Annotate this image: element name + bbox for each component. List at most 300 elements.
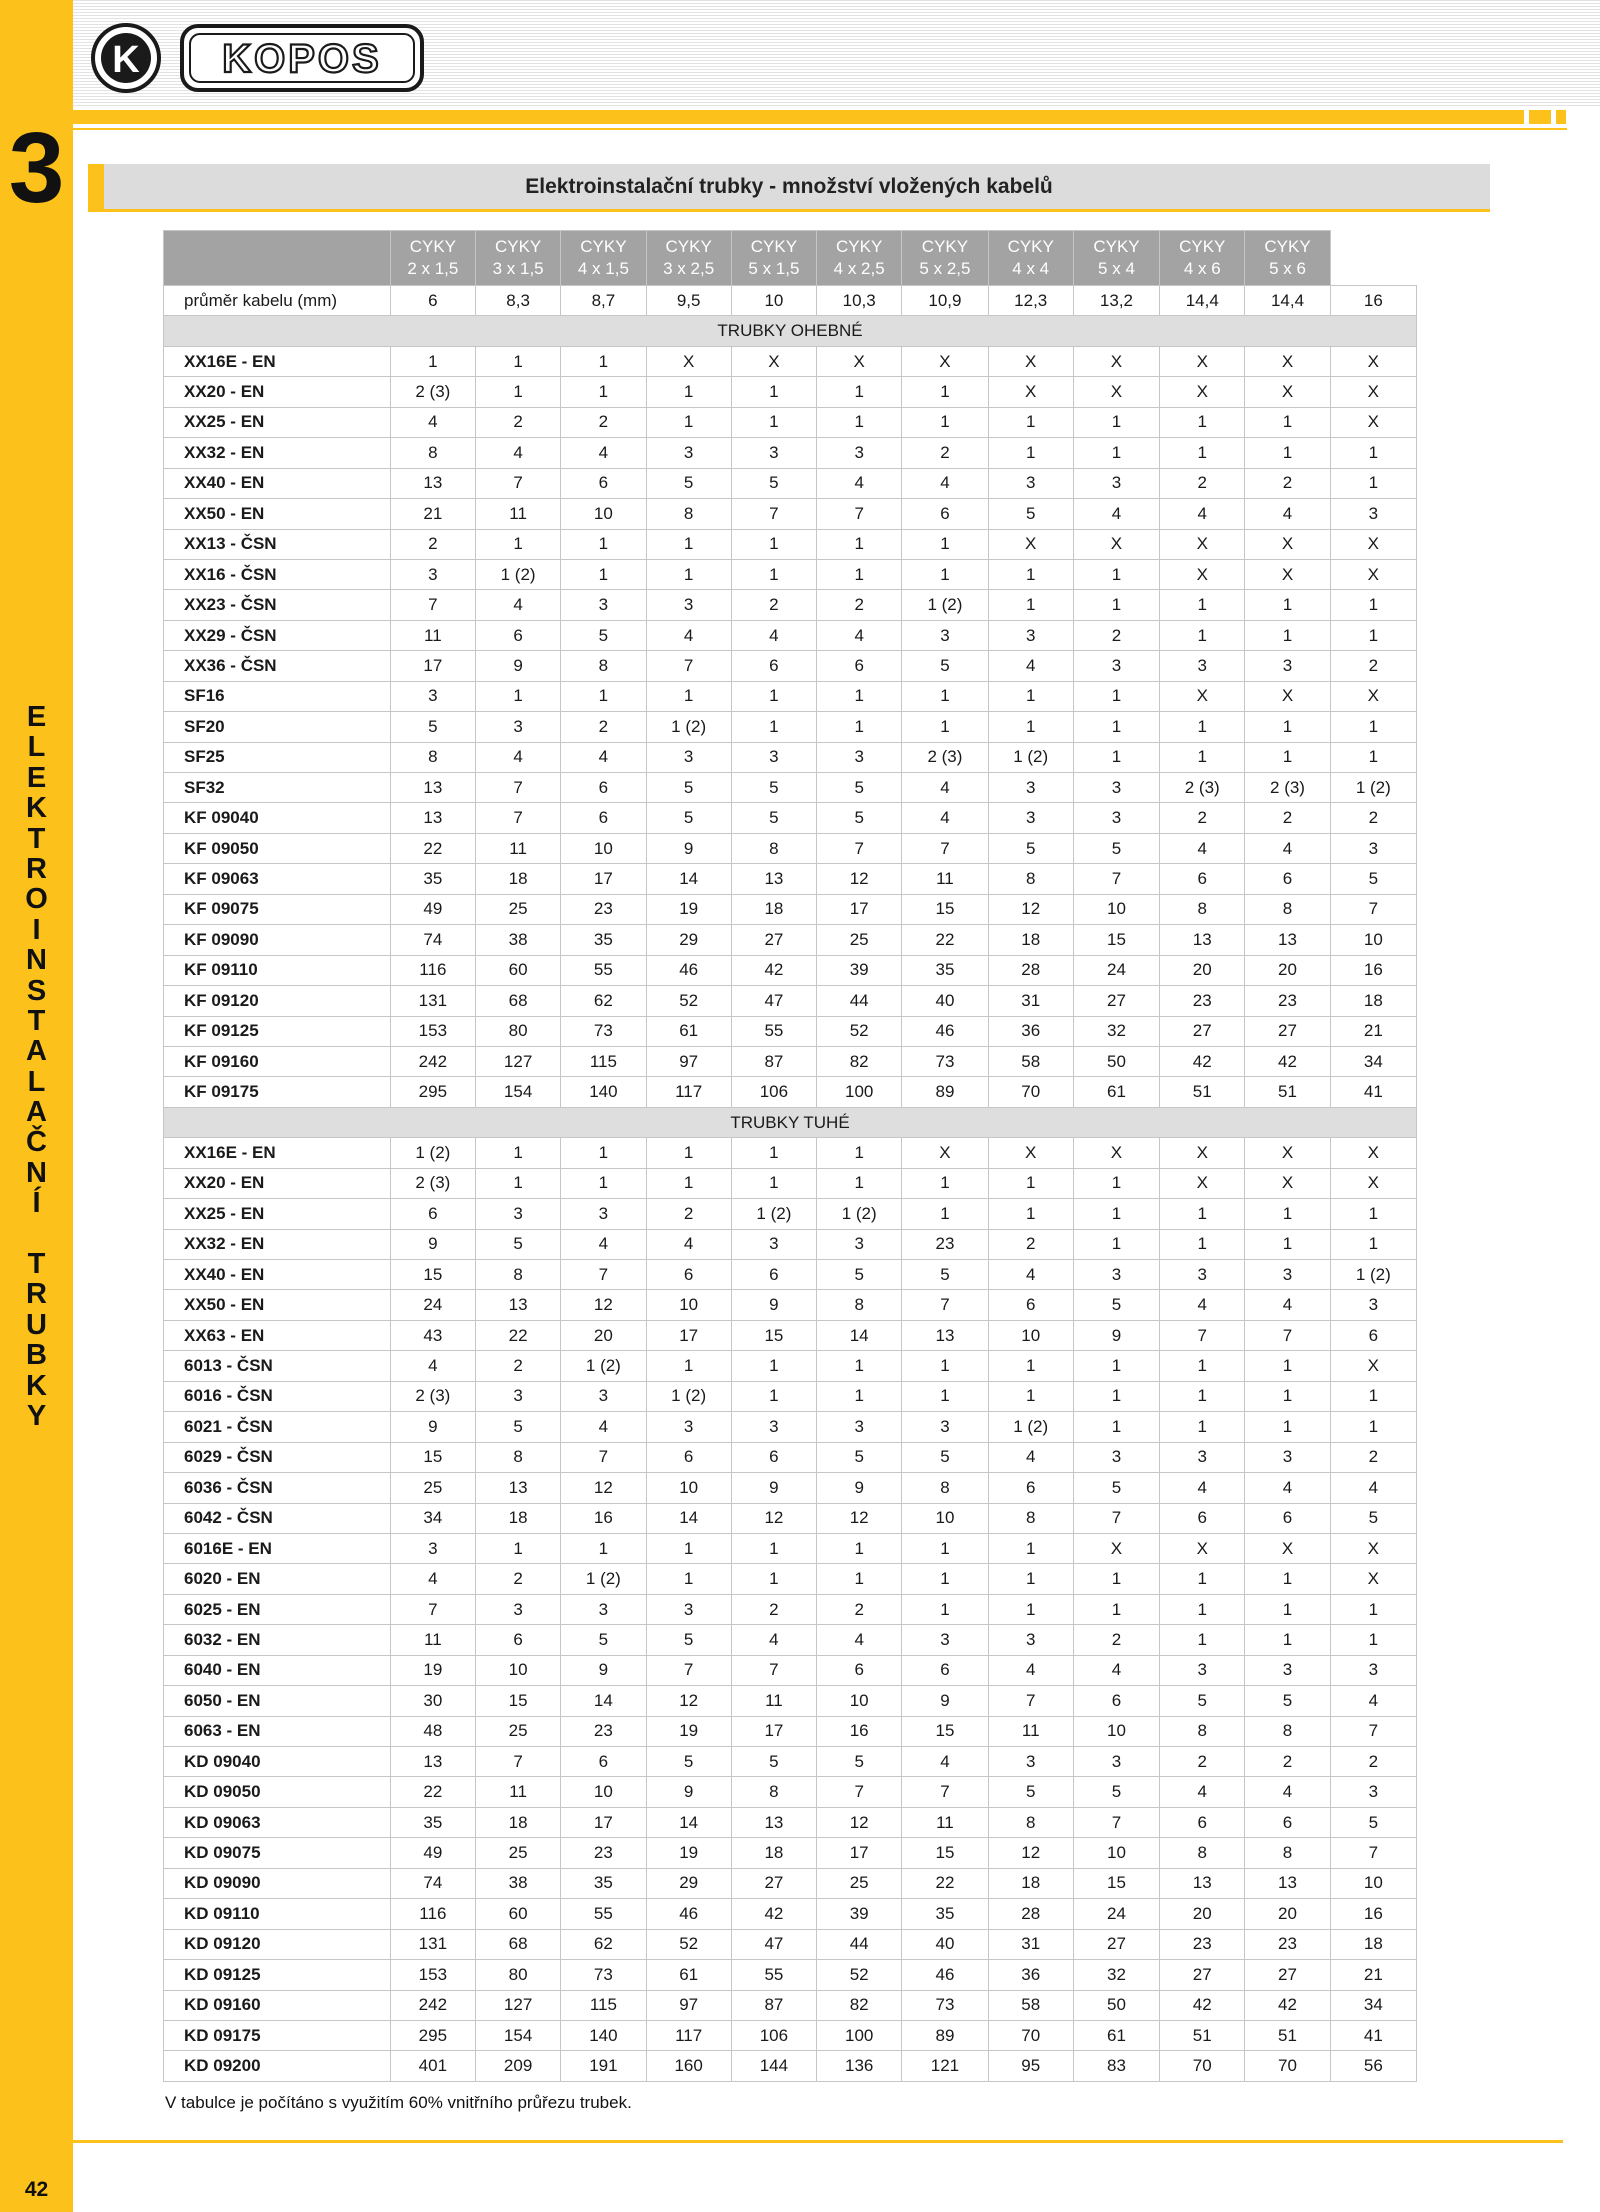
table-cell: 1 (1160, 1229, 1245, 1259)
table-cell: 7 (1073, 1503, 1159, 1533)
table-cell: 25 (475, 1838, 560, 1868)
column-header (1160, 231, 1245, 286)
table-cell: 153 (390, 1960, 475, 1990)
table-row (164, 620, 1417, 650)
table-cell: 62 (561, 1929, 646, 1959)
table-cell: 1 (988, 590, 1073, 620)
vertical-title-letter: A (26, 1096, 47, 1129)
table-cell: 1 (817, 529, 902, 559)
table-cell: 1 (817, 1381, 902, 1411)
table-cell: X (1330, 1564, 1416, 1594)
table-cell: 4 (561, 1229, 646, 1259)
row-label: KD 09120 (164, 1929, 391, 1959)
table-row (164, 1868, 1417, 1898)
column-header-size: 5 x 6 (1269, 259, 1306, 278)
section-header-row (164, 1107, 1417, 1137)
table-cell: 6 (1245, 864, 1330, 894)
table-cell: 2 (1330, 1442, 1416, 1472)
table-cell: 4 (731, 1625, 816, 1655)
table-row (164, 1016, 1417, 1046)
table-cell: 8,3 (475, 286, 560, 316)
row-label: 6063 - EN (164, 1716, 391, 1746)
table-cell: 1 (1330, 712, 1416, 742)
table-cell: 13 (390, 803, 475, 833)
table-cell: 42 (731, 1899, 816, 1929)
vertical-title-letter: Í (32, 1187, 41, 1220)
table-cell: 7 (1073, 1807, 1159, 1837)
table-cell: 42 (1245, 1046, 1330, 1076)
table-cell: 73 (902, 1046, 988, 1076)
table-cell: 140 (561, 2020, 646, 2050)
table-cell: 6 (731, 1442, 816, 1472)
table-cell: 9,5 (646, 286, 731, 316)
table-cell: 1 (731, 1138, 816, 1168)
table-cell: 27 (731, 925, 816, 955)
table-cell: 23 (902, 1229, 988, 1259)
table-cell: 8 (1245, 1716, 1330, 1746)
table-cell: 52 (646, 986, 731, 1016)
table-cell: 39 (817, 955, 902, 985)
table-cell: 5 (475, 1412, 560, 1442)
table-cell: 3 (1160, 1442, 1245, 1472)
table-cell: 100 (817, 2020, 902, 2050)
table-cell: 153 (390, 1016, 475, 1046)
table-cell: 5 (646, 773, 731, 803)
table-cell: 4 (1245, 1290, 1330, 1320)
table-row (164, 773, 1417, 803)
table-cell: 19 (390, 1655, 475, 1685)
table-cell: 58 (988, 1046, 1073, 1076)
table-cell: 8 (731, 833, 816, 863)
column-header-size: 4 x 6 (1183, 259, 1221, 278)
table-cell: 3 (1160, 1655, 1245, 1685)
table-cell: 17 (731, 1716, 816, 1746)
table-cell: 4 (390, 1351, 475, 1381)
table-cell: 27 (1160, 1960, 1245, 1990)
table-cell: 20 (1245, 955, 1330, 985)
table-cell: 23 (1245, 986, 1330, 1016)
table-cell: 3 (646, 1594, 731, 1624)
table-cell: 3 (1245, 651, 1330, 681)
table-cell: 1 (646, 1168, 731, 1198)
table-cell: 127 (475, 1046, 560, 1076)
table-cell: 7 (1330, 894, 1416, 924)
vertical-title-letter: T (27, 1004, 46, 1037)
table-cell: 5 (902, 1260, 988, 1290)
table-cell: 1 (561, 377, 646, 407)
row-label: KD 09110 (164, 1899, 391, 1929)
table-cell: 3 (390, 559, 475, 589)
table-cell: 1 (1073, 1229, 1159, 1259)
table-cell: 3 (731, 1229, 816, 1259)
table-cell: 127 (475, 1990, 560, 2020)
table-cell: 3 (817, 1412, 902, 1442)
table-cell: 13 (390, 1747, 475, 1777)
table-cell: 3 (390, 1533, 475, 1563)
table-row (164, 1899, 1417, 1929)
table-cell: 23 (561, 1838, 646, 1868)
column-header (561, 231, 646, 286)
table-cell: 2 (817, 590, 902, 620)
table-cell: 19 (646, 894, 731, 924)
table-cell: 73 (561, 1960, 646, 1990)
column-header-size: 4 x 1,5 (577, 259, 629, 278)
table-cell: 25 (390, 1473, 475, 1503)
table-cell: 28 (988, 955, 1073, 985)
table-cell: 1 (1245, 1381, 1330, 1411)
table-cell: 1 (1160, 1594, 1245, 1624)
column-header-type: CYKY (921, 237, 969, 256)
table-row (164, 1351, 1417, 1381)
brand-logo (90, 20, 430, 101)
table-cell: 13,2 (1073, 286, 1159, 316)
table-cell: 4 (817, 620, 902, 650)
column-header (1073, 231, 1159, 286)
table-cell: X (1073, 529, 1159, 559)
table-cell: 10 (1073, 1838, 1159, 1868)
table-cell: 116 (390, 1899, 475, 1929)
table-cell: 13 (1245, 1868, 1330, 1898)
table-cell: 13 (731, 864, 816, 894)
table-cell: 21 (1330, 1960, 1416, 1990)
table-cell: 4 (475, 742, 560, 772)
vertical-title-letter: R (26, 852, 47, 885)
table-cell: 4 (646, 620, 731, 650)
table-cell: 5 (646, 468, 731, 498)
table-cell: 7 (561, 1260, 646, 1290)
table-cell: 1 (475, 529, 560, 559)
table-cell: 1 (1073, 712, 1159, 742)
table-cell: 5 (731, 773, 816, 803)
table-cell: 5 (1160, 1686, 1245, 1716)
table-cell: 1 (902, 1533, 988, 1563)
table-cell: 10 (561, 1777, 646, 1807)
table-cell: 1 (731, 407, 816, 437)
table-cell: 27 (1073, 986, 1159, 1016)
table-cell: 9 (902, 1686, 988, 1716)
table-row (164, 1564, 1417, 1594)
row-label: XX20 - EN (164, 1168, 391, 1198)
table-cell: 13 (731, 1807, 816, 1837)
column-header-type: CYKY (409, 237, 456, 256)
table-cell: 2 (475, 407, 560, 437)
table-cell: 29 (646, 925, 731, 955)
table-cell: 1 (902, 559, 988, 589)
table-cell: 61 (1073, 1077, 1159, 1107)
table-cell: 1 (988, 712, 1073, 742)
table-cell: 73 (902, 1990, 988, 2020)
row-label: 6029 - ČSN (164, 1442, 391, 1472)
table-cell: 35 (390, 1807, 475, 1837)
table-cell: 70 (988, 2020, 1073, 2050)
table-cell: 3 (988, 773, 1073, 803)
table-cell: 10 (1073, 1716, 1159, 1746)
table-cell: 60 (475, 1899, 560, 1929)
table-cell: 3 (561, 1381, 646, 1411)
table-cell: 4 (1245, 1777, 1330, 1807)
table-cell: 3 (1330, 833, 1416, 863)
table-cell: 1 (988, 407, 1073, 437)
table-cell: 15 (731, 1320, 816, 1350)
table-cell: 1 (1245, 1594, 1330, 1624)
table-cell: 5 (390, 712, 475, 742)
chapter-number: 3 (8, 112, 65, 224)
vertical-title-letter (0, 1219, 73, 1249)
table-cell: 1 (1245, 1625, 1330, 1655)
table-cell: X (1330, 346, 1416, 376)
table-cell: 1 (988, 559, 1073, 589)
table-cell: 9 (475, 651, 560, 681)
table-cell: 4 (475, 438, 560, 468)
table-cell: 3 (731, 742, 816, 772)
table-cell: 7 (561, 1442, 646, 1472)
vertical-title-letter: K (26, 1369, 47, 1402)
table-cell: X (1245, 529, 1330, 559)
table-cell: X (1160, 529, 1245, 559)
table-cell: 55 (731, 1016, 816, 1046)
table-cell: 18 (475, 864, 560, 894)
table-cell: 52 (817, 1960, 902, 1990)
table-cell: 1 (390, 346, 475, 376)
table-cell: 1 (1160, 1199, 1245, 1229)
table-cell: 5 (1245, 1686, 1330, 1716)
table-cell: 6 (1073, 1686, 1159, 1716)
table-cell: 1 (646, 529, 731, 559)
table-row (164, 925, 1417, 955)
table-cell: 15 (475, 1686, 560, 1716)
table-cell: 1 (1245, 1199, 1330, 1229)
table-cell: 1 (646, 377, 731, 407)
table-cell: 2 (1160, 468, 1245, 498)
table-cell: 1 (2) (988, 742, 1073, 772)
table-cell: 1 (1073, 1168, 1159, 1198)
table-cell: 1 (475, 1168, 560, 1198)
table-cell: 3 (1245, 1442, 1330, 1472)
table-cell: 15 (1073, 925, 1159, 955)
table-cell: 1 (988, 1533, 1073, 1563)
table-cell: 117 (646, 1077, 731, 1107)
table-cell: 31 (988, 1929, 1073, 1959)
table-cell: 1 (1245, 590, 1330, 620)
table-cell: X (1073, 1533, 1159, 1563)
table-cell: 13 (1245, 925, 1330, 955)
table-cell: 1 (1160, 1625, 1245, 1655)
table-cell: 401 (390, 2051, 475, 2081)
table-cell: 1 (902, 1168, 988, 1198)
table-cell: 2 (3) (390, 1381, 475, 1411)
table-cell: 41 (1330, 2020, 1416, 2050)
table-cell: X (1330, 377, 1416, 407)
row-label: 6036 - ČSN (164, 1473, 391, 1503)
table-cell: 46 (902, 1960, 988, 1990)
table-cell: 11 (475, 499, 560, 529)
table-cell: 3 (988, 620, 1073, 650)
column-header-size: 3 x 1,5 (492, 259, 544, 278)
column-header-size: 2 x 1,5 (407, 259, 459, 278)
column-header-type: CYKY (494, 237, 542, 256)
table-cell: 36 (988, 1016, 1073, 1046)
table-cell: 5 (646, 1625, 731, 1655)
table-cell: 12,3 (988, 286, 1073, 316)
table-cell: 2 (475, 1564, 560, 1594)
table-row (164, 1747, 1417, 1777)
table-cell: 1 (902, 1351, 988, 1381)
table-cell: X (1160, 681, 1245, 711)
table-cell: 5 (902, 651, 988, 681)
row-label: KF 09063 (164, 864, 391, 894)
table-cell: 1 (2) (817, 1199, 902, 1229)
table-cell: 6 (1160, 1503, 1245, 1533)
table-cell: 115 (561, 1990, 646, 2020)
row-label: XX20 - EN (164, 377, 391, 407)
row-label: KD 09125 (164, 1960, 391, 1990)
table-cell: 70 (1160, 2051, 1245, 2081)
table-cell: 3 (561, 1199, 646, 1229)
vertical-title-letter: L (27, 731, 46, 764)
table-cell: 5 (646, 1747, 731, 1777)
table-cell: 42 (731, 955, 816, 985)
table-cell: 13 (902, 1320, 988, 1350)
table-cell: 1 (1330, 1381, 1416, 1411)
table-cell: 27 (1073, 1929, 1159, 1959)
table-cell: 41 (1330, 1077, 1416, 1107)
vertical-title-letter: B (26, 1339, 47, 1372)
table-row (164, 499, 1417, 529)
table-cell: 1 (646, 1138, 731, 1168)
table-cell: 23 (561, 894, 646, 924)
table-cell: 2 (817, 1594, 902, 1624)
table-cell: 15 (902, 1838, 988, 1868)
table-cell: X (1245, 1168, 1330, 1198)
table-cell: 1 (475, 1533, 560, 1563)
table-cell: 6 (475, 620, 560, 650)
column-header-type: CYKY (1264, 237, 1311, 256)
table-cell: 68 (475, 986, 560, 1016)
table-cell: 32 (1073, 1016, 1159, 1046)
table-cell: 18 (475, 1807, 560, 1837)
table-cell: 1 (1073, 1564, 1159, 1594)
table-cell: 9 (646, 1777, 731, 1807)
table-cell: 13 (390, 468, 475, 498)
table-cell: 5 (817, 1747, 902, 1777)
table-cell: 4 (561, 1412, 646, 1442)
table-cell: 1 (1330, 620, 1416, 650)
table-row (164, 955, 1417, 985)
table-cell: 4 (1245, 833, 1330, 863)
table-cell: 8 (1245, 894, 1330, 924)
table-cell: 10 (817, 1686, 902, 1716)
table-cell: X (1073, 1138, 1159, 1168)
table-cell: 1 (1245, 438, 1330, 468)
table-cell: 1 (902, 1564, 988, 1594)
table-cell: 27 (1245, 1960, 1330, 1990)
table-cell: 24 (1073, 955, 1159, 985)
table-cell: 6 (902, 499, 988, 529)
table-row (164, 681, 1417, 711)
table-cell: 12 (561, 1290, 646, 1320)
table-cell: 1 (1073, 559, 1159, 589)
page-number: 42 (24, 2178, 49, 2201)
table-cell: 5 (817, 1260, 902, 1290)
table-cell: 1 (1073, 438, 1159, 468)
vertical-title-letter: T (27, 822, 46, 855)
table-cell: 1 (1160, 590, 1245, 620)
table-cell: X (988, 1138, 1073, 1168)
table-cell: 2 (475, 1351, 560, 1381)
table-cell: 2 (646, 1199, 731, 1229)
table-cell: 7 (817, 833, 902, 863)
table-cell: 242 (390, 1046, 475, 1076)
vertical-title-letter: Č (26, 1126, 47, 1159)
table-cell: X (1160, 346, 1245, 376)
table-cell: 8 (1245, 1838, 1330, 1868)
table-cell: 11 (902, 1807, 988, 1837)
table-cell: 3 (646, 438, 731, 468)
table-cell: 7 (1073, 864, 1159, 894)
table-cell: X (988, 377, 1073, 407)
table-cell: 35 (561, 925, 646, 955)
vertical-title-letter: Y (26, 1399, 47, 1432)
table-cell: 58 (988, 1990, 1073, 2020)
table-cell: 14 (561, 1686, 646, 1716)
table-cell: 3 (1245, 1260, 1330, 1290)
table-cell: 4 (1073, 1655, 1159, 1685)
table-cell: 3 (1330, 1290, 1416, 1320)
table-cell: 4 (1245, 1473, 1330, 1503)
table-cell: 1 (1160, 620, 1245, 650)
table-cell: 8 (988, 1503, 1073, 1533)
vertical-title-letter: E (26, 701, 47, 733)
table-cell: 22 (902, 1868, 988, 1898)
table-cell: 6 (1245, 1503, 1330, 1533)
table-cell: 3 (1073, 468, 1159, 498)
table-cell: 8 (646, 499, 731, 529)
table-cell: 160 (646, 2051, 731, 2081)
table-cell: 1 (1073, 1594, 1159, 1624)
table-cell: 3 (817, 438, 902, 468)
table-cell: X (1160, 559, 1245, 589)
table-cell: 8 (817, 1290, 902, 1320)
table-cell: 14 (646, 1503, 731, 1533)
table-cell: 87 (731, 1990, 816, 2020)
table-cell: 2 (1073, 1625, 1159, 1655)
table-cell: 1 (817, 681, 902, 711)
table-cell: 47 (731, 1929, 816, 1959)
table-cell: 3 (1073, 1747, 1159, 1777)
table-cell: 18 (731, 1838, 816, 1868)
table-cell: 6 (1160, 1807, 1245, 1837)
table-cell: 1 (1073, 681, 1159, 711)
row-label: XX16E - EN (164, 346, 391, 376)
table-cell: 4 (1160, 499, 1245, 529)
row-label: XX29 - ČSN (164, 620, 391, 650)
table-row (164, 529, 1417, 559)
table-cell: 1 (1245, 1229, 1330, 1259)
table-cell: 3 (1330, 499, 1416, 529)
table-cell: 7 (475, 1747, 560, 1777)
row-label: XX40 - EN (164, 468, 391, 498)
table-cell: 3 (1330, 1777, 1416, 1807)
table-cell: 17 (561, 864, 646, 894)
table-cell: 49 (390, 894, 475, 924)
table-cell: 106 (731, 2020, 816, 2050)
table-cell: 3 (731, 438, 816, 468)
table-cell: 8 (902, 1473, 988, 1503)
table-cell: 42 (1160, 1990, 1245, 2020)
table-cell: 1 (475, 681, 560, 711)
table-cell: 82 (817, 1990, 902, 2020)
table-cell: 13 (390, 773, 475, 803)
